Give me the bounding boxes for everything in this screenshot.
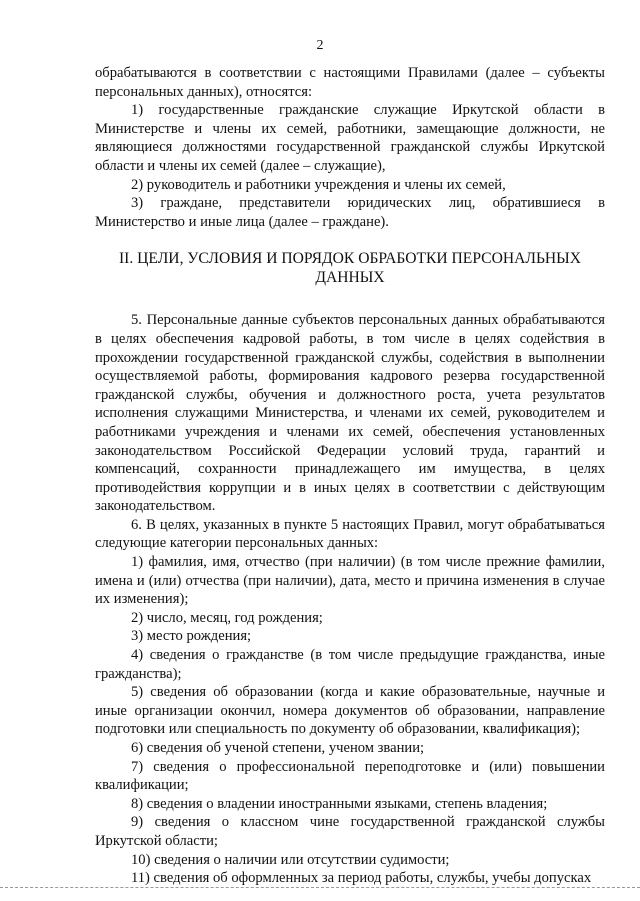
paragraph-6: 6. В целях, указанных в пункте 5 настоящих Правил, могут обрабатываться следующие категории персональных данных: [95, 516, 605, 552]
list-item-4: 4) сведения о гражданстве (в том числе предыдущие гражданства, иные гражданства); [95, 647, 605, 682]
document-body [95, 64, 605, 888]
list-item-institution-staff: 2) руководитель и работники учреждения и члены их семей, [131, 176, 506, 193]
list-item-3: 3) место рождения; [131, 628, 252, 645]
list-item-7: 7) сведения о профессиональной переподготовке и (или) повышении квалификации; [95, 758, 605, 794]
list-item-10: 10) сведения о наличии или отсутствии судимости; [131, 851, 450, 868]
list-item-5: 5) сведения об образовании (когда и какие образовательные, научные и иные организации окончил, номера документов об образовании, направление подготовки или специальность по документу об образовании, квалификация); [95, 684, 605, 738]
list-item-9: 9) сведения о классном чине государственной гражданской службы Иркутской области; [95, 814, 605, 849]
paragraph-continuation: обрабатываются в соответствии с настоящими Правилами (далее – субъекты персональных данных), относятся: [95, 65, 605, 100]
list-item-11: 11) сведения об оформленных за период работы, службы, учебы допусках [131, 870, 592, 887]
list-item-6: 6) сведения об ученой степени, ученом звании; [131, 740, 425, 756]
list-item-8: 8) сведения о владении иностранными языками, степень владения; [131, 795, 548, 812]
list-item-1: 1) фамилия, имя, отчество (при наличии) (в том числе прежние фамилии, имена и (или) отчества (при наличии), дата, место и причина изменения в случае их изменения); [95, 554, 605, 608]
page-number: 2 [316, 38, 324, 53]
section-heading: II. ЦЕЛИ, УСЛОВИЯ И ПОРЯДОК ОБРАБОТКИ ПЕРСОНАЛЬНЫХ ДАННЫХ [118, 250, 582, 287]
list-item-citizens: 3) граждане, представители юридических лиц, обратившиеся в Министерство и иные лица (далее – граждане). [95, 195, 605, 230]
paragraph-5: 5. Персональные данные субъектов персональных данных обрабатываются в целях обеспечения кадровой работы, в том числе в целях содействия в прохождении государственной гражданской службы, содействия в выполнении осуществляемой работы, формирования кадрового резерва государственной гражданской службы, обучения и должностного роста, учета результатов исполнения служащими Министерства, и членами их семей, руководителем и работниками учреждения и членами их семей, обеспечения установленных законодательством Российской Федерации условий труда, гарантий и компенсаций, сохранности принадлежащего им имущества, в целях противодействия коррупции и в иных целях в соответствии с действующим законодательством. [95, 312, 605, 515]
list-item-civil-servants: 1) государственные гражданские служащие Иркутской области в Министерстве и члены их семей, работники, замещающие должности, не являющиеся должностями государственной гражданской службы Иркутской области и члены их семей (далее – служащие), [95, 102, 605, 174]
scan-bottom-edge [0, 887, 640, 888]
list-item-2: 2) число, месяц, год рождения; [131, 609, 323, 626]
